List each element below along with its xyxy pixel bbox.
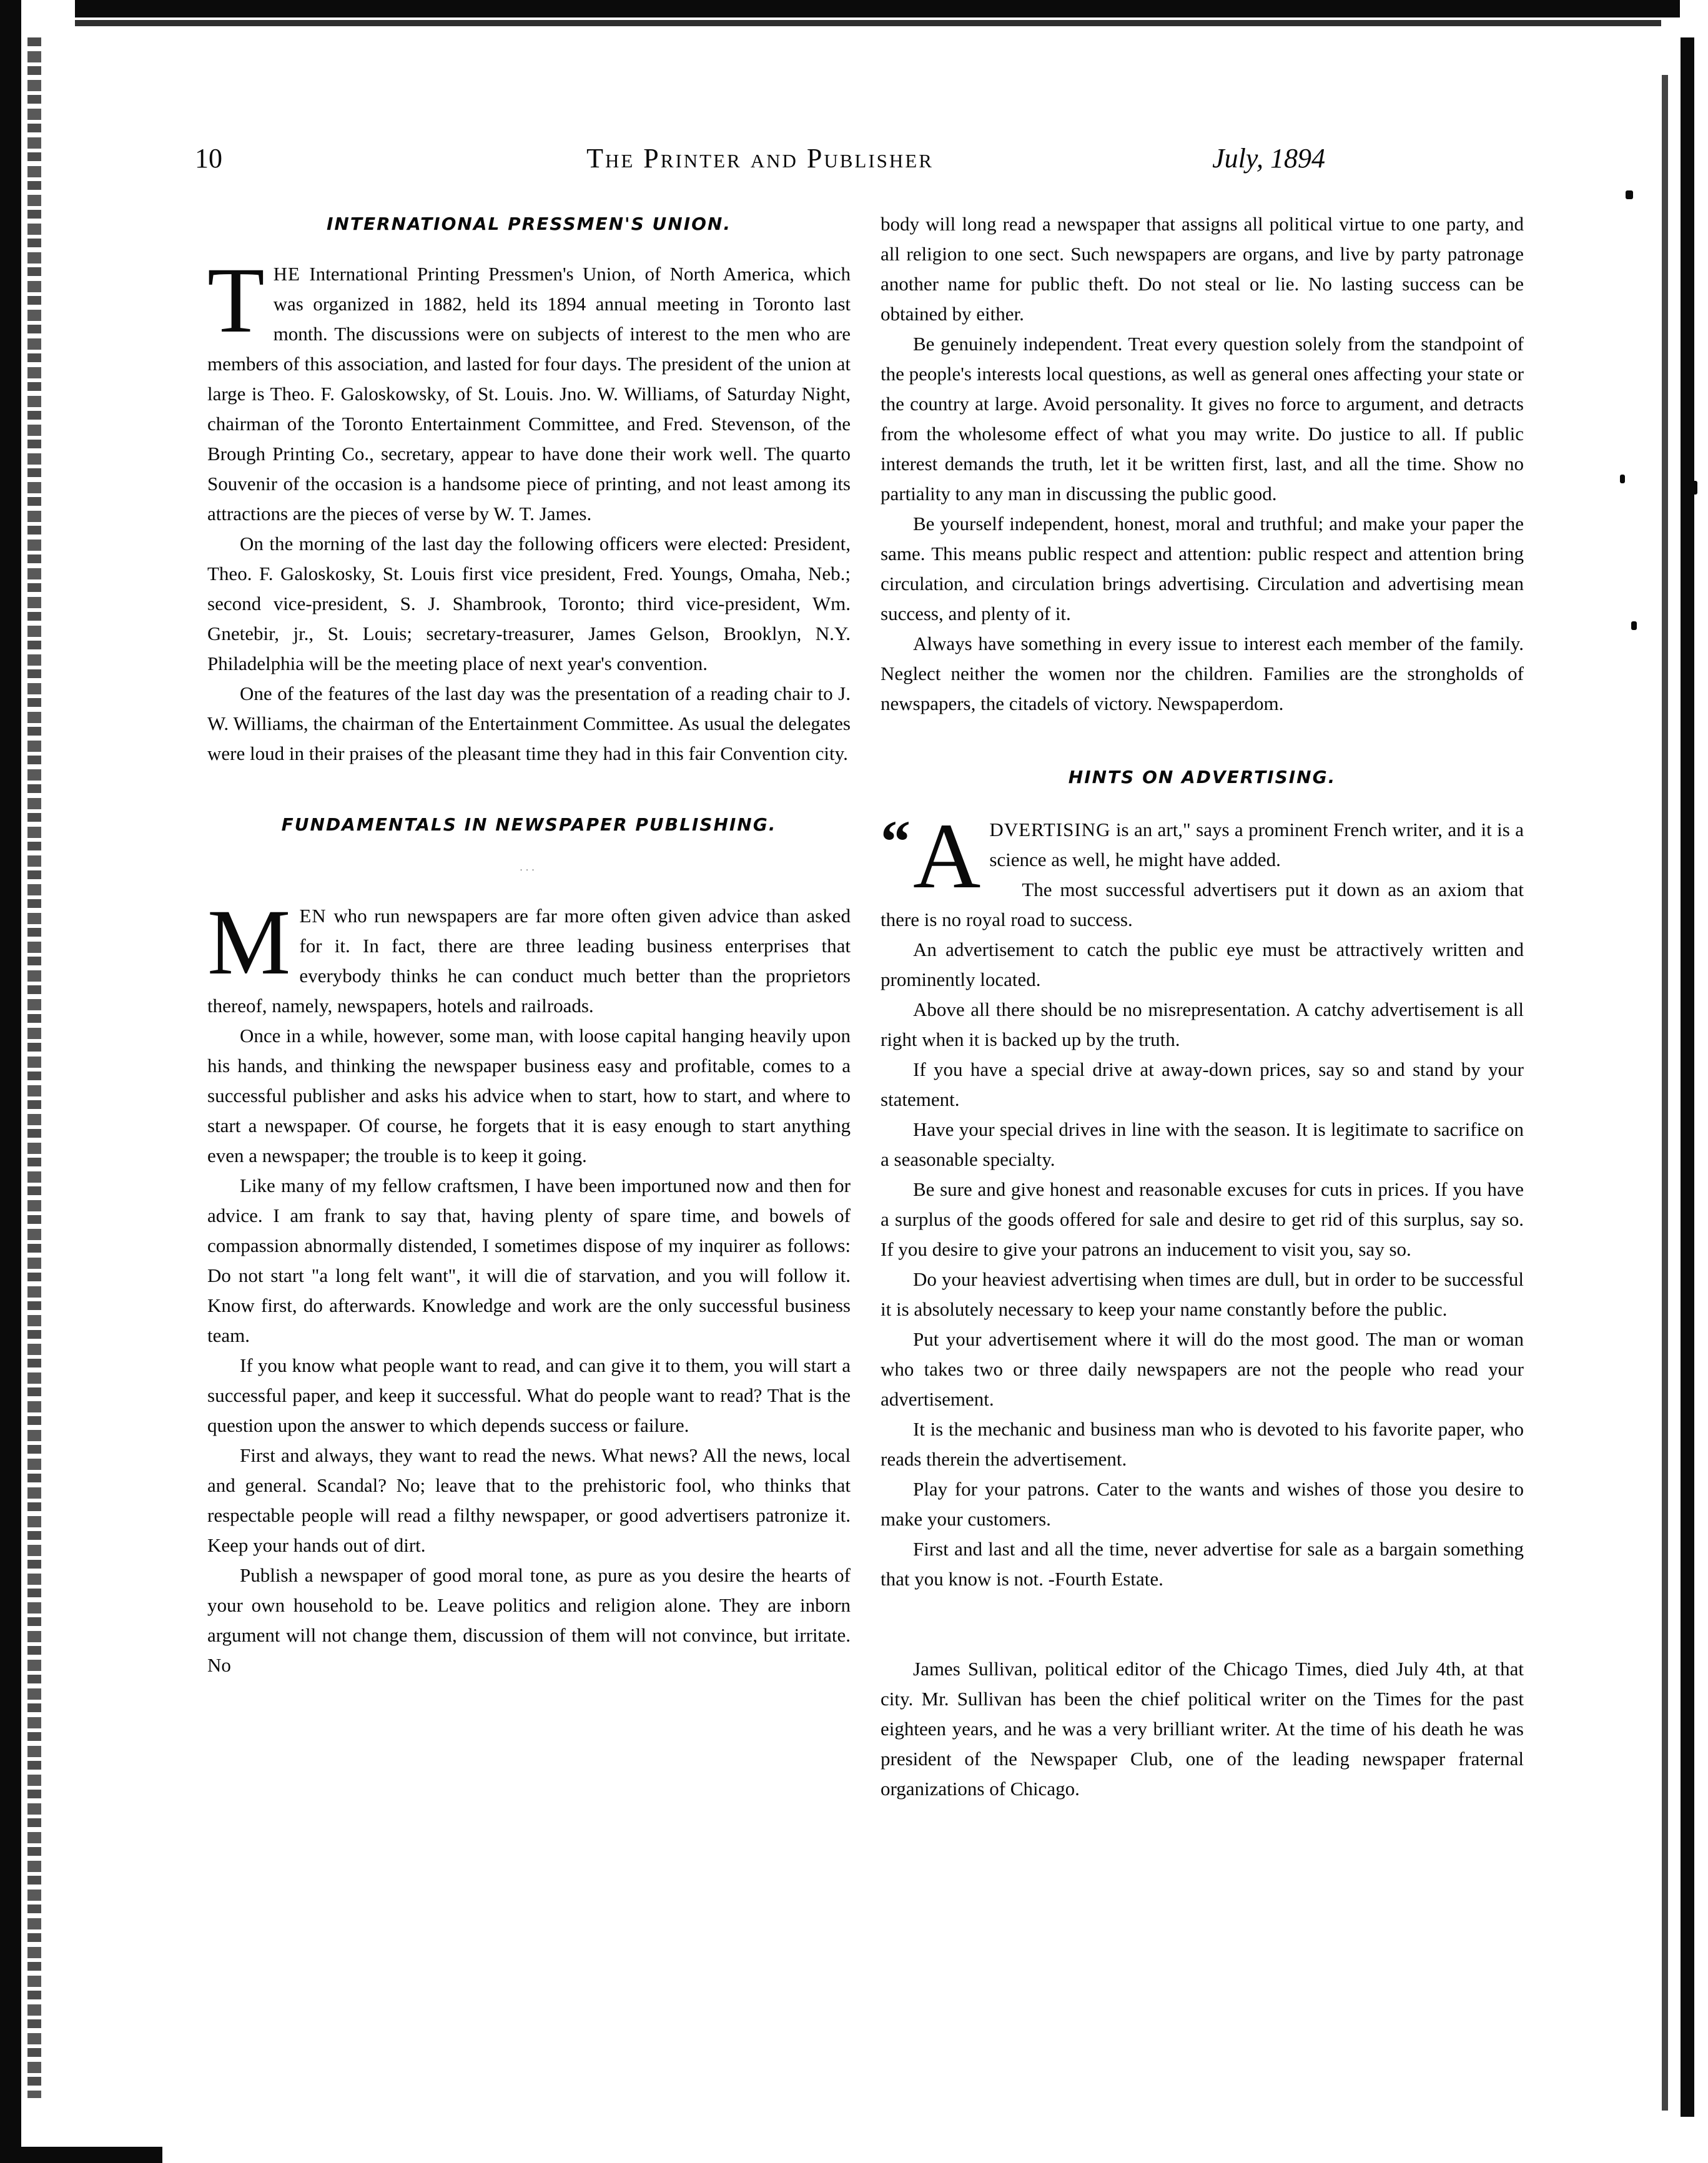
advertising-hint: Put your advertisement where it will do the most good. The man or woman who takes two or three daily newspapers are not the people who read your advertisement. (881, 1328, 1524, 1410)
article-paragraph: Always have something in every issue to interest each member of the family. Neglect neither the women nor the children. Families are the strongholds of newspapers, the citadels of victory. Newspaperdom. (881, 633, 1524, 714)
advertising-hint: The most successful advertisers put it down as an axiom that there is no royal road to success. (881, 879, 1524, 930)
advertising-hint: If you have a special drive at away-down prices, say so and stand by your statement. (881, 1058, 1524, 1110)
article-paragraph: On the morning of the last day the following officers were elected: President, Theo. F. Galoskosky, St. Louis first vice president, Fred. Youngs, Omaha, Neb.; second vice-president, S. J. Shambrook, Toronto; third vice-president, Wm. Gnetebir, jr., St. Louis; secretary-treasurer, James Gelson, Brooklyn, N.Y. Philadelphia will be the meeting place of next year's convention. (207, 533, 851, 674)
scan-speck (1620, 475, 1625, 483)
lead-caps: EN (299, 905, 327, 927)
advertising-hints-list (881, 875, 1524, 1594)
scan-speck (1692, 481, 1697, 495)
article-paragraph: One of the features of the last day was the presentation of a reading chair to J. W. Williams, the chairman of the Entertainment Committee. As usual the delegates were loud in their praises of the pleasant time they had in this fair Convention city. (207, 682, 851, 764)
lead-text: who run newspapers are far more often given advice than asked for it. In fact, there are three leading business enterprises that everybody thinks he can conduct much better than the proprietors thereof, namely, newspapers, hotels and railroads. (207, 905, 851, 1017)
advertising-hint: An advertisement to catch the public eye must be attractively written and prominently located. (881, 939, 1524, 990)
lead-caps: DVERTISING (989, 819, 1111, 840)
scan-binding-edge (27, 37, 41, 2098)
right-column (881, 209, 1524, 1804)
publication-title: The Printer and Publisher (586, 143, 934, 174)
article-lead-paragraph (207, 890, 851, 1021)
drop-cap: M (207, 890, 291, 994)
scan-speck (1626, 190, 1633, 199)
scan-border-top-inner (75, 20, 1661, 26)
article-title-fundamentals: FUNDAMENTALS IN NEWSPAPER PUBLISHING. (281, 814, 777, 835)
lead-text: is an art," says a prominent French writer, and it is a science as well, he might have added. (989, 819, 1524, 870)
advertising-hint: First and last and all the time, never advertise for sale as a bargain something that you know is not. -Fourth Estate. (881, 1538, 1524, 1590)
scan-border-top (75, 0, 1680, 17)
lead-caps: HE (273, 263, 300, 285)
opening-quote: “ (881, 808, 911, 875)
article-lead-paragraph (207, 249, 851, 529)
article-byline: ... (520, 864, 538, 873)
article-paragraph: Be genuinely independent. Treat every question solely from the standpoint of the people's interests local questions, as well as general ones affecting your state or the country at large. Avoid personality. It gives no force to argument, and detracts from the wholesome effect of what you may write. Do justice to all. If public interest demands the truth, let it be written first, last, and all the time. Show no partiality to any man in discussing the public good. (881, 333, 1524, 505)
article-paragraph: If you know what people want to read, and can give it to them, you will start a successful paper, and keep it successful. What do people want to read? That is the question upon the answer to which depends success or failure. (207, 1354, 851, 1436)
article-paragraph: Be yourself independent, honest, moral and truthful; and make your paper the same. This means public respect and attention: public respect and attention bring circulation, and circulation brings advertising. Circulation and advertising mean success, and plenty of it. (881, 513, 1524, 624)
article-continuation: body will long read a newspaper that assigns all political virtue to one party, and all religion to one sect. Such newspapers are organs, and live by party patronage another name for public theft. Do not steal or lie. No lasting success can be obtained by either. (881, 213, 1524, 325)
advertising-hint: Play for your patrons. Cater to the wants and wishes of those you desire to make your customers. (881, 1478, 1524, 1530)
article-paragraph: Like many of my fellow craftsmen, I have been importuned now and then for advice. I am frank to say that, having plenty of spare time, and bowels of compassion abnormally distended, I sometimes dispose of my inquirer as follows: Do not start "a long felt want", it will die of starvation, and you will follow it. Know first, do afterwards. Knowledge and work are the only successful business team. (207, 1175, 851, 1346)
scan-speck (1631, 621, 1637, 630)
scan-border-left (0, 0, 21, 2163)
advertising-hint: Do your heaviest advertising when times are dull, but in order to be successful it is absolutely necessary to keep your name constantly before the public. (881, 1268, 1524, 1320)
lead-text: International Printing Pressmen's Union, of North America, which was organized in 1882, held its 1894 annual meeting in Toronto last month. The discussions were on subjects of interest to the men who are members of this association, and lasted for four days. The president of the union at large is Theo. F. Galoskowsky, of St. Louis. Jno. W. Williams, of Saturday Night, chairman of the Toronto Entertainment Committee, and Fred. Stevenson, of the Brough Printing Co., secretary, appear to have done their work well. The quarto Souvenir of the occasion is a handsome piece of printing, and not least among its attractions are the pieces of verse by W. T. James. (207, 263, 851, 525)
advertising-hint: It is the mechanic and business man who is devoted to his favorite paper, who reads therein the advertisement. (881, 1418, 1524, 1470)
article-paragraph: Once in a while, however, some man, with loose capital hanging heavily upon his hands, and thinking the newspaper business easy and profitable, comes to a successful publisher and asks his advice when to start, how to start, and where to start a newspaper. Of course, he forgets that it is easy enough to start anything even a newspaper; the trouble is to keep it going. (207, 1025, 851, 1166)
page-number: 10 (195, 143, 222, 174)
article-title-hints-on-advertising: HINTS ON ADVERTISING. (1068, 767, 1336, 787)
drop-cap: A (913, 804, 981, 908)
death-notice-paragraph: James Sullivan, political editor of the Chicago Times, died July 4th, at that city. Mr. Sullivan has been the chief political writer on the Times for the past eighteen years, and he was a very brilliant writer. At the time of his death he was president of the Newspaper Club, one of the leading newspaper fraternal organizations of Chicago. (881, 1658, 1524, 1800)
article-paragraph: First and always, they want to read the news. What news? All the news, local and general. Scandal? No; leave that to the prehistoric fool, who thinks that respectable people will read a filthy newspaper, or good advertisers patronize it. Keep your hands out of dirt. (207, 1444, 851, 1556)
advertising-hint: Have your special drives in line with the season. It is legitimate to sacrifice on a seasonable specialty. (881, 1118, 1524, 1170)
article-title-pressmens-union: INTERNATIONAL PRESSMEN'S UNION. (327, 214, 731, 234)
drop-cap: T (207, 249, 265, 352)
scan-border-bottom (0, 2147, 162, 2163)
left-column (207, 209, 851, 1680)
scan-border-right-inner (1662, 75, 1668, 2111)
scan-border-right (1681, 37, 1694, 2117)
article-paragraph: Publish a newspaper of good moral tone, as pure as you desire the hearts of your own household to be. Leave politics and religion alone. They are inborn argument will not change them, discussion of them will not convince, but irritate. No (207, 1564, 851, 1676)
advertising-hint: Be sure and give honest and reasonable excuses for cuts in prices. If you have a surplus of the goods offered for sale and desire to get rid of this surplus, say so. If you desire to give your patrons an inducement to visit you, say so. (881, 1178, 1524, 1260)
advertising-hint: Above all there should be no misrepresentation. A catchy advertisement is all right when it is backed up by the truth. (881, 998, 1524, 1050)
issue-date: July, 1894 (1212, 143, 1325, 174)
running-header (195, 142, 1325, 186)
